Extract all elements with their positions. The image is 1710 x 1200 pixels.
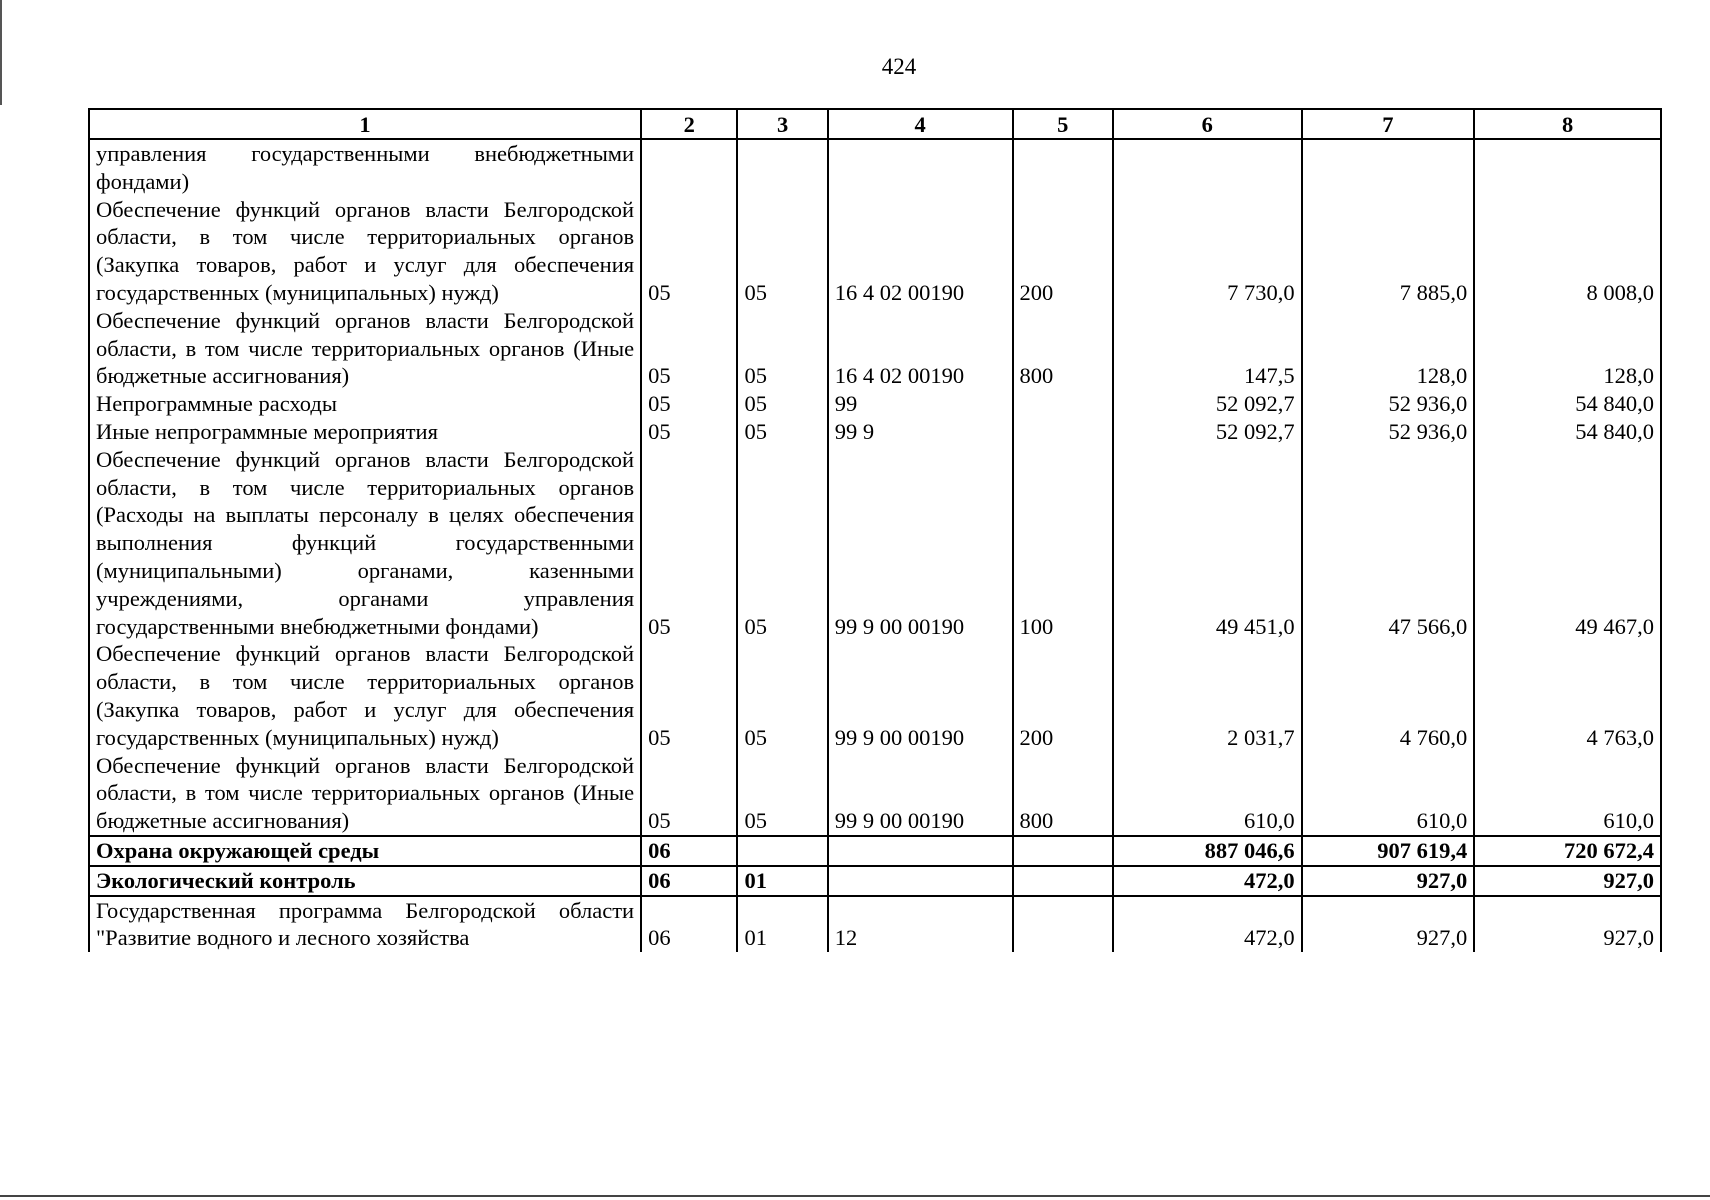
row-section: 05	[641, 196, 737, 307]
row-description: Обеспечение функций органов власти Белгородской области, в том числе территориальных органов (Иные бюджетные ассигнования)	[89, 307, 641, 390]
header-col-7: 7	[1302, 109, 1475, 139]
header-col-2: 2	[641, 109, 737, 139]
row-expense-type	[1013, 896, 1113, 953]
row-section: 05	[641, 418, 737, 446]
row-amount-8: 927,0	[1474, 866, 1661, 896]
row-expense-type: 800	[1013, 752, 1113, 836]
header-col-8: 8	[1474, 109, 1661, 139]
row-amount-6: 472,0	[1113, 866, 1302, 896]
row-target-code	[828, 866, 1013, 896]
row-amount-6: 7 730,0	[1113, 196, 1302, 307]
row-amount-8	[1474, 139, 1661, 196]
row-amount-6: 52 092,7	[1113, 390, 1302, 418]
row-amount-8: 54 840,0	[1474, 390, 1661, 418]
table-row	[89, 390, 1661, 418]
row-amount-7: 610,0	[1302, 752, 1475, 836]
scan-edge-left	[0, 0, 2, 105]
row-subsection: 05	[737, 640, 827, 751]
row-description: Обеспечение функций органов власти Белгородской области, в том числе территориальных органов (Закупка товаров, работ и услуг для обеспечения государственных (муниципальных) нужд)	[89, 196, 641, 307]
table-row	[89, 752, 1661, 836]
row-amount-7: 927,0	[1302, 896, 1475, 953]
row-description: Охрана окружающей среды	[89, 836, 641, 866]
row-amount-6: 887 046,6	[1113, 836, 1302, 866]
row-expense-type	[1013, 866, 1113, 896]
row-description: Обеспечение функций органов власти Белгородской области, в том числе территориальных органов (Закупка товаров, работ и услуг для обеспечения государственных (муниципальных) нужд)	[89, 640, 641, 751]
row-expense-type	[1013, 139, 1113, 196]
table-row-section-total	[89, 836, 1661, 866]
row-section: 06	[641, 866, 737, 896]
table-row	[89, 307, 1661, 390]
row-target-code: 99	[828, 390, 1013, 418]
row-description: Непрограммные расходы	[89, 390, 641, 418]
row-expense-type: 800	[1013, 307, 1113, 390]
header-col-3: 3	[737, 109, 827, 139]
row-section: 06	[641, 896, 737, 953]
row-target-code	[828, 836, 1013, 866]
row-expense-type: 100	[1013, 446, 1113, 641]
row-amount-6	[1113, 139, 1302, 196]
row-subsection: 05	[737, 390, 827, 418]
table-row	[89, 896, 1661, 953]
row-section: 05	[641, 752, 737, 836]
row-description: Обеспечение функций органов власти Белгородской области, в том числе территориальных органов (Расходы на выплаты персоналу в целях обеспечения выполнения функций государственными (муниципальными) органами, казенными учреждениями, органами управления государственными внебюджетными фондами)	[89, 446, 641, 641]
page-number: 424	[881, 54, 917, 79]
row-target-code: 12	[828, 896, 1013, 953]
table-row	[89, 446, 1661, 641]
header-col-6: 6	[1113, 109, 1302, 139]
row-description: Экологический контроль	[89, 866, 641, 896]
row-amount-8: 54 840,0	[1474, 418, 1661, 446]
row-amount-8: 610,0	[1474, 752, 1661, 836]
scan-edge-bottom	[0, 1195, 1710, 1197]
row-amount-6: 610,0	[1113, 752, 1302, 836]
row-amount-7: 7 885,0	[1302, 196, 1475, 307]
table-row	[89, 196, 1661, 307]
table-row	[89, 139, 1661, 196]
row-subsection: 05	[737, 418, 827, 446]
row-section	[641, 139, 737, 196]
row-amount-7: 52 936,0	[1302, 390, 1475, 418]
row-expense-type: 200	[1013, 196, 1113, 307]
row-subsection	[737, 836, 827, 866]
row-expense-type	[1013, 836, 1113, 866]
budget-table	[88, 108, 1662, 952]
row-amount-8: 927,0	[1474, 896, 1661, 953]
row-expense-type	[1013, 418, 1113, 446]
table-row-subsection-total	[89, 866, 1661, 896]
row-amount-6: 2 031,7	[1113, 640, 1302, 751]
row-amount-7	[1302, 139, 1475, 196]
row-section: 05	[641, 307, 737, 390]
row-subsection: 05	[737, 196, 827, 307]
row-amount-7: 128,0	[1302, 307, 1475, 390]
row-amount-8: 49 467,0	[1474, 446, 1661, 641]
row-section: 05	[641, 446, 737, 641]
row-subsection: 05	[737, 752, 827, 836]
table-row	[89, 418, 1661, 446]
row-expense-type	[1013, 390, 1113, 418]
row-subsection: 05	[737, 307, 827, 390]
row-amount-6: 472,0	[1113, 896, 1302, 953]
row-amount-7: 927,0	[1302, 866, 1475, 896]
row-amount-8: 4 763,0	[1474, 640, 1661, 751]
table-header-row	[89, 109, 1661, 139]
row-description: Государственная программа Белгородской области "Развитие водного и лесного хозяйства	[89, 896, 641, 953]
row-description: Иные непрограммные мероприятия	[89, 418, 641, 446]
header-col-5: 5	[1013, 109, 1113, 139]
row-target-code: 99 9 00 00190	[828, 446, 1013, 641]
row-description: управления государственными внебюджетными фондами)	[89, 139, 641, 196]
row-target-code: 99 9 00 00190	[828, 640, 1013, 751]
header-col-4: 4	[828, 109, 1013, 139]
row-target-code	[828, 139, 1013, 196]
row-amount-7: 4 760,0	[1302, 640, 1475, 751]
row-target-code: 16 4 02 00190	[828, 307, 1013, 390]
row-subsection: 01	[737, 866, 827, 896]
header-col-1: 1	[89, 109, 641, 139]
row-amount-6: 52 092,7	[1113, 418, 1302, 446]
row-amount-8: 8 008,0	[1474, 196, 1661, 307]
row-target-code: 99 9 00 00190	[828, 752, 1013, 836]
row-section: 06	[641, 836, 737, 866]
row-subsection	[737, 139, 827, 196]
row-amount-6: 147,5	[1113, 307, 1302, 390]
row-amount-8: 720 672,4	[1474, 836, 1661, 866]
row-section: 05	[641, 390, 737, 418]
row-subsection: 01	[737, 896, 827, 953]
row-expense-type: 200	[1013, 640, 1113, 751]
row-description: Обеспечение функций органов власти Белгородской области, в том числе территориальных органов (Иные бюджетные ассигнования)	[89, 752, 641, 836]
row-amount-8: 128,0	[1474, 307, 1661, 390]
row-section: 05	[641, 640, 737, 751]
row-amount-7: 52 936,0	[1302, 418, 1475, 446]
row-amount-7: 47 566,0	[1302, 446, 1475, 641]
row-target-code: 99 9	[828, 418, 1013, 446]
row-amount-6: 49 451,0	[1113, 446, 1302, 641]
row-amount-7: 907 619,4	[1302, 836, 1475, 866]
table-row	[89, 640, 1661, 751]
row-target-code: 16 4 02 00190	[828, 196, 1013, 307]
row-subsection: 05	[737, 446, 827, 641]
